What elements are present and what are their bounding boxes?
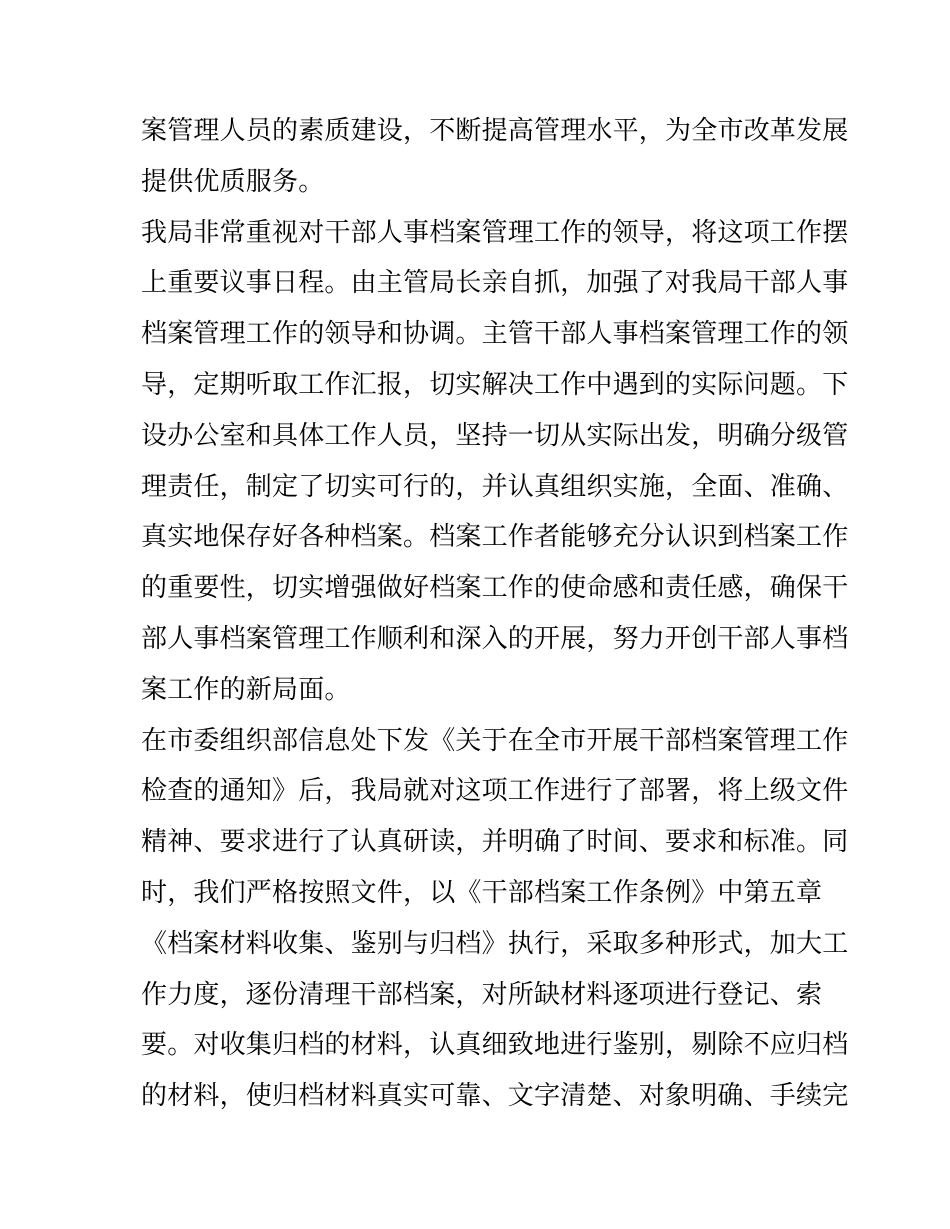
text-line: 理责任，制定了切实可行的，并认真组织实施，全面、准确、	[141, 471, 849, 502]
text-line: 要。对收集归档的材料，认真细致地进行鉴别，剔除不应归档	[141, 1030, 849, 1061]
text-line: 的重要性，切实增强做好档案工作的使命感和责任感，确保干	[141, 573, 849, 604]
text-line: 档案管理工作的领导和协调。主管干部人事档案管理工作的领	[141, 319, 849, 350]
text-line: 我局非常重视对干部人事档案管理工作的领导，将这项工作摆	[141, 217, 849, 248]
text-line: 上重要议事日程。由主管局长亲自抓，加强了对我局干部人事	[141, 268, 849, 299]
text-line: 部人事档案管理工作顺利和深入的开展，努力开创干部人事档	[141, 623, 849, 654]
text-line: 作力度，逐份清理干部档案，对所缺材料逐项进行登记、索	[141, 979, 823, 1010]
text-line: 案工作的新局面。	[141, 674, 351, 705]
body-text	[141, 106, 849, 1122]
text-line: 设办公室和具体工作人员，坚持一切从实际出发，明确分级管	[141, 420, 849, 451]
text-line: 检查的通知》后，我局就对这项工作进行了部署，将上级文件	[141, 776, 849, 807]
text-line: 导，定期听取工作汇报，切实解决工作中遇到的实际问题。下	[141, 369, 849, 400]
text-line: 真实地保存好各种档案。档案工作者能够充分认识到档案工作	[141, 522, 849, 553]
text-line: 精神、要求进行了认真研读，并明确了时间、要求和标准。同	[141, 827, 849, 858]
text-line: 提供优质服务。	[141, 166, 325, 197]
text-line: 的材料，使归档材料真实可靠、文字清楚、对象明确、手续完	[141, 1081, 849, 1112]
text-line: 《档案材料收集、鉴别与归档》执行，采取多种形式，加大工	[141, 928, 849, 959]
text-line: 案管理人员的素质建设，不断提高管理水平，为全市改革发展	[141, 116, 849, 146]
text-line: 时，我们严格按照文件，以《干部档案工作条例》中第五章	[141, 877, 823, 908]
text-line: 在市委组织部信息处下发《关于在全市开展干部档案管理工作	[141, 725, 849, 756]
